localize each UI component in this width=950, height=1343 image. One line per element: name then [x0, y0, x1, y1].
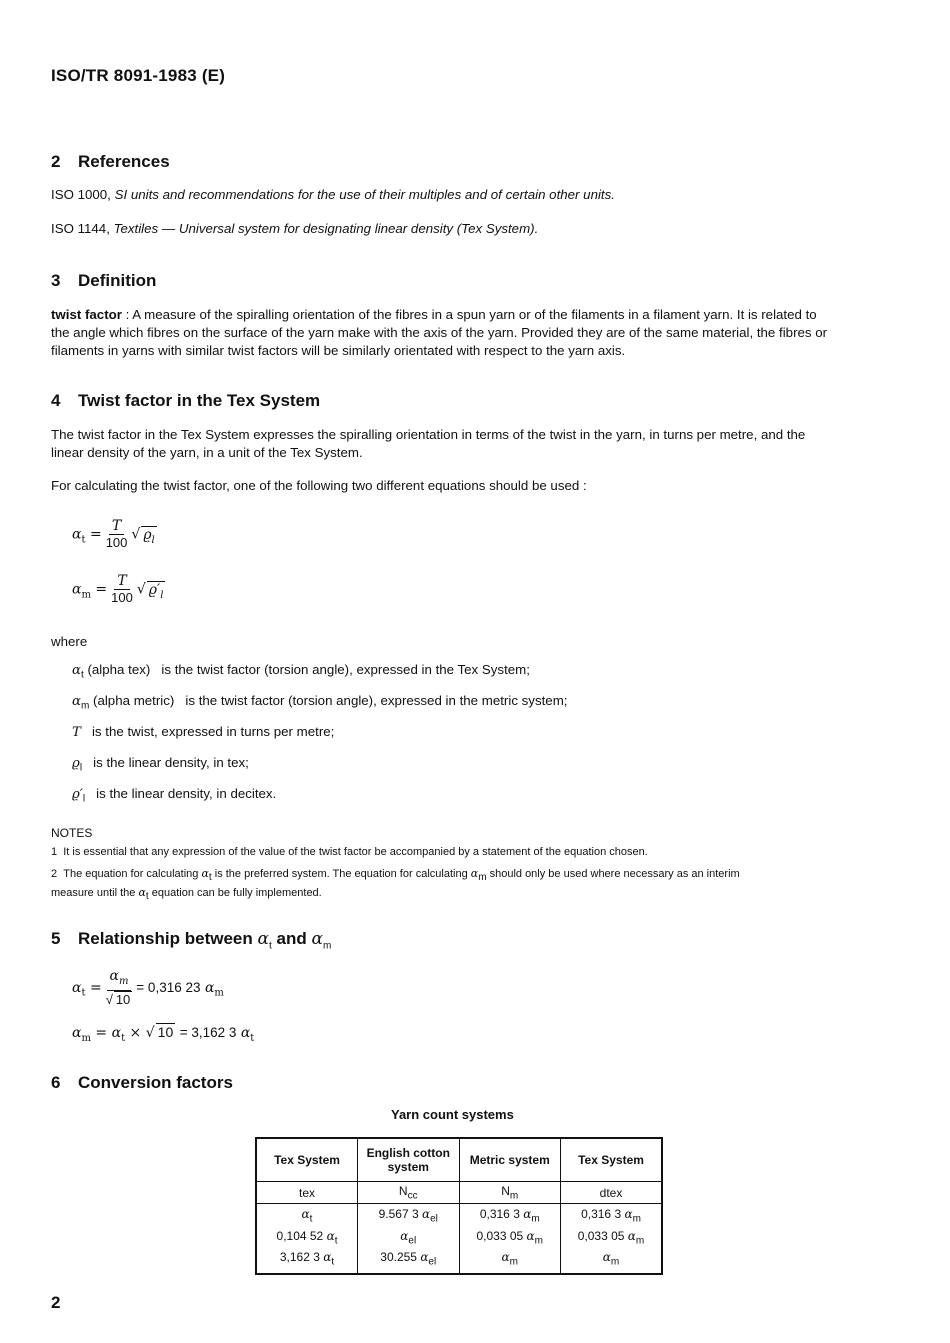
- tex-system-paragraph: [51, 426, 881, 462]
- section-title: Definition: [78, 271, 157, 290]
- factor-cell: 9.567 3 $\alpha_{el}$ $\alpha_{el}$ 30.255 $\alpha_{el}$: [358, 1204, 460, 1274]
- equation-alpha-tex: $\alpha_t$ = $\frac{T}{100}$ √ $ϱ_l$: [72, 518, 155, 550]
- fraction-numerator: T: [109, 518, 124, 535]
- factor-value: 9.567 3: [378, 1207, 419, 1222]
- definition-text: is the twist, expressed in turns per metre;: [91, 724, 335, 739]
- relationship-equation-1: $\alpha_t$ = $\frac{\alpha_m}{√ 10}$ = 0,316 23 $\alpha_m$: [72, 968, 224, 1007]
- section-number: 3: [51, 271, 61, 290]
- factor-value: 0,104 52: [276, 1228, 324, 1243]
- section-title: Twist factor in the Tex System: [78, 391, 321, 410]
- reference-iso-1000: [51, 186, 615, 204]
- note-text: It is essential that any expression of the value of the twist factor be accompanied by a statement of the equation chosen.: [63, 846, 648, 858]
- section-number: 4: [51, 391, 61, 410]
- factor-value: 0,033 05: [577, 1228, 625, 1243]
- notes-title: NOTES: [51, 826, 93, 840]
- definition-linear-density-tex: $ϱ_l$ is the linear density, in tex;: [72, 755, 249, 774]
- table-title: Yarn count systems: [391, 1107, 514, 1122]
- definition-label: (alpha tex): [87, 662, 151, 677]
- section-2-heading: [51, 152, 170, 172]
- section-number: 2: [51, 152, 61, 171]
- section-title: References: [78, 152, 170, 171]
- column-header: English cotton system: [358, 1138, 460, 1182]
- column-header: Tex System: [256, 1138, 358, 1182]
- where-label: where: [51, 634, 88, 649]
- unit-symbol: N: [398, 1184, 408, 1198]
- table-unit-row: [256, 1182, 662, 1204]
- reference-iso-1144: [51, 220, 538, 238]
- equation-value: = 3,162 3: [179, 1025, 237, 1040]
- equation-alpha-metric: $\alpha_m$ = $\frac{T}{100}$ √ $ϱ'_l$: [72, 573, 164, 605]
- reference-title: SI units and recommendations for the use of their multiples and of certain other units.: [114, 187, 615, 202]
- definition-text: is the twist factor (torsion angle), expressed in the Tex System;: [161, 662, 530, 677]
- definition-twist: T is the twist, expressed in turns per metre;: [72, 724, 335, 740]
- note-text: equation can be fully implemented.: [151, 887, 322, 900]
- section-title: Relationship between: [78, 929, 253, 948]
- definition-alpha-metric: $\alpha_m$ (alpha metric) is the twist factor (torsion angle), expressed in the metric system;: [72, 693, 568, 712]
- section-title: Conversion factors: [78, 1073, 233, 1092]
- definition-line: : A measure of the spiralling orientation of the fibres in a spun yarn or of the filaments in a filament yarn. It is related to: [121, 307, 817, 322]
- definition-text: is the linear density, in tex;: [93, 755, 249, 770]
- fraction-numerator: T: [114, 573, 129, 590]
- sqrt-value: 10: [157, 1024, 174, 1040]
- definition-text: is the twist factor (torsion angle), expressed in the metric system;: [185, 693, 568, 708]
- definition-line: the angle which fibres on the surface of the yarn make with the axis of the yarn. Provided they are of the same material, the fibres or: [51, 325, 828, 340]
- sqrt-value: 10: [115, 991, 131, 1007]
- definition-alpha-tex: $\alpha_t$ (alpha tex) is the twist factor (torsion angle), expressed in the Tex System;: [72, 662, 530, 681]
- section-4-heading: [51, 391, 320, 411]
- table-factor-row: [256, 1204, 662, 1274]
- note-number: 1: [51, 846, 58, 858]
- relationship-equation-2: $\alpha_m = \alpha_t$ × √ 10 = 3,162 3 $\alpha_t$: [72, 1024, 255, 1044]
- and-text: and: [276, 929, 307, 948]
- unit-cell: $N_{cc}$: [358, 1182, 460, 1204]
- reference-code: ISO 1144,: [51, 221, 110, 236]
- factor-value: 0,033 05: [476, 1228, 524, 1243]
- fraction-denominator: 100: [105, 535, 128, 550]
- section-6-heading: [51, 1073, 233, 1093]
- note-number: 2: [51, 868, 58, 880]
- factor-value: 0,316 3: [479, 1207, 520, 1222]
- factor-cell: 0,316 3 $\alpha_m$ 0,033 05 $\alpha_m$ $\alpha_m$: [459, 1204, 561, 1274]
- definition-line: filaments in yarns with similar twist factors will be similarly orientated with respect to the yarn axis.: [51, 343, 626, 358]
- column-header: Tex System: [561, 1138, 663, 1182]
- note-2: 2 The equation for calculating $\alpha_t$ is the preferred system. The equation for calculating $\alpha_m$ should only be used where necessary as an interim measure until the $\alpha_t$ equation can be fully implemented.: [51, 867, 740, 903]
- defined-term: twist factor: [51, 307, 122, 322]
- unit-cell: dtex: [561, 1182, 663, 1204]
- unit-cell: tex: [256, 1182, 358, 1204]
- factor-value: 0,316 3: [581, 1207, 622, 1222]
- section-3-heading: [51, 271, 156, 291]
- reference-code: ISO 1000,: [51, 187, 111, 202]
- definition-text: is the linear density, in decitex.: [96, 786, 277, 801]
- fraction-denominator: 100: [111, 590, 133, 605]
- unit-cell: $N_m$: [459, 1182, 561, 1204]
- note-text: The equation for calculating: [63, 868, 199, 880]
- section-5-heading: 5 Relationship between $\alpha_t$ and $\alpha_m$: [51, 929, 332, 952]
- page-number: 2: [51, 1293, 61, 1312]
- definition-label: (alpha metric): [93, 693, 175, 708]
- factor-cell: $\alpha_t$ 0,104 52 $\alpha_t$ 3,162 3 $\alpha_t$: [256, 1204, 358, 1274]
- table-header-row: [256, 1138, 662, 1182]
- reference-title: Textiles — Universal system for designating linear density (Tex System).: [113, 221, 539, 236]
- definition-linear-density-decitex: $ϱ'_l$ is the linear density, in decitex.: [72, 786, 277, 805]
- factor-value: 30.255: [380, 1250, 417, 1265]
- factor-value: 3,162 3: [279, 1250, 320, 1265]
- paragraph-line: linear density of the yarn, in a unit of the Tex System.: [51, 445, 363, 460]
- equations-intro: For calculating the twist factor, one of the following two different equations should be used :: [51, 478, 587, 493]
- section-number: 6: [51, 1073, 61, 1092]
- note-text: is the preferred system. The equation for calculating: [214, 868, 468, 880]
- note-text: should only be used where necessary as an interim: [489, 868, 740, 880]
- column-header: Metric system: [459, 1138, 561, 1182]
- note-1: [51, 845, 648, 860]
- paragraph-line: The twist factor in the Tex System expresses the spiralling orientation in terms of the twist in the yarn, in turns per metre, and the: [51, 427, 806, 442]
- unit-symbol: N: [501, 1184, 510, 1198]
- conversion-table: [255, 1137, 663, 1275]
- definition-paragraph: [51, 306, 881, 360]
- section-number: 5: [51, 929, 61, 948]
- note-text: measure until the: [51, 887, 136, 900]
- document-header: ISO/TR 8091-1983 (E): [51, 66, 226, 85]
- equation-value: = 0,316 23: [136, 979, 201, 995]
- factor-cell: 0,316 3 $\alpha_m$ 0,033 05 $\alpha_m$ $\alpha_m$: [561, 1204, 663, 1274]
